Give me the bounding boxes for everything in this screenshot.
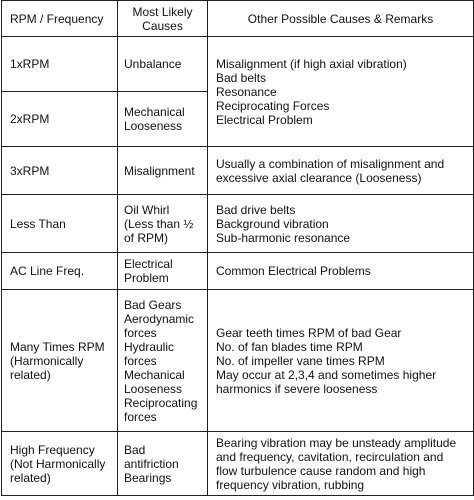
remarks-cell: Gear teeth times RPM of bad Gear No. of fan blades time RPM No. of impeller vane times RPM May occur at 2,3,4 and sometimes higher harmonics if severe looseness (208, 290, 474, 432)
frequency-cell: 2xRPM (2, 92, 118, 147)
remarks-cell: Misalignment (if high axial vibration) Bad belts Resonance Reciprocating Forces Electrical Problem (208, 37, 474, 147)
frequency-cell: 3xRPM (2, 147, 118, 195)
remarks-cell: Usually a combination of misalignment and excessive axial clearance (Looseness) (208, 147, 474, 195)
header-other: Other Possible Causes & Remarks (208, 1, 474, 37)
header-row (2, 1, 474, 37)
cause-cell: Oil Whirl (Less than ½ of RPM) (118, 195, 208, 253)
cause-cell: Misalignment (118, 147, 208, 195)
cause-cell: Bad antifriction Bearings (118, 432, 208, 496)
remarks-cell: Bearing vibration may be unsteady amplitude and frequency, cavitation, recirculation and flow turbulence cause random and high frequency vibration, rubbing (208, 432, 474, 496)
table-row (2, 432, 474, 496)
frequency-cell: AC Line Freq. (2, 253, 118, 290)
vibration-cause-table (1, 0, 474, 496)
table-row (2, 37, 474, 92)
frequency-cell: 1xRPM (2, 37, 118, 92)
header-frequency: RPM / Frequency (2, 1, 118, 37)
cause-cell: Unbalance (118, 37, 208, 92)
table-row (2, 290, 474, 432)
cause-cell: Mechanical Looseness (118, 92, 208, 147)
table-row (2, 253, 474, 290)
remarks-cell: Bad drive belts Background vibration Sub-harmonic resonance (208, 195, 474, 253)
frequency-cell: Less Than (2, 195, 118, 253)
header-most-likely: Most Likely Causes (118, 1, 208, 37)
remarks-cell: Common Electrical Problems (208, 253, 474, 290)
table-row (2, 147, 474, 195)
cause-cell: Electrical Problem (118, 253, 208, 290)
table-row (2, 195, 474, 253)
frequency-cell: High Frequency (Not Harmonically related) (2, 432, 118, 496)
cause-cell: Bad Gears Aerodynamic forces Hydraulic forces Mechanical Looseness Reciprocating forces (118, 290, 208, 432)
frequency-cell: Many Times RPM (Harmonically related) (2, 290, 118, 432)
